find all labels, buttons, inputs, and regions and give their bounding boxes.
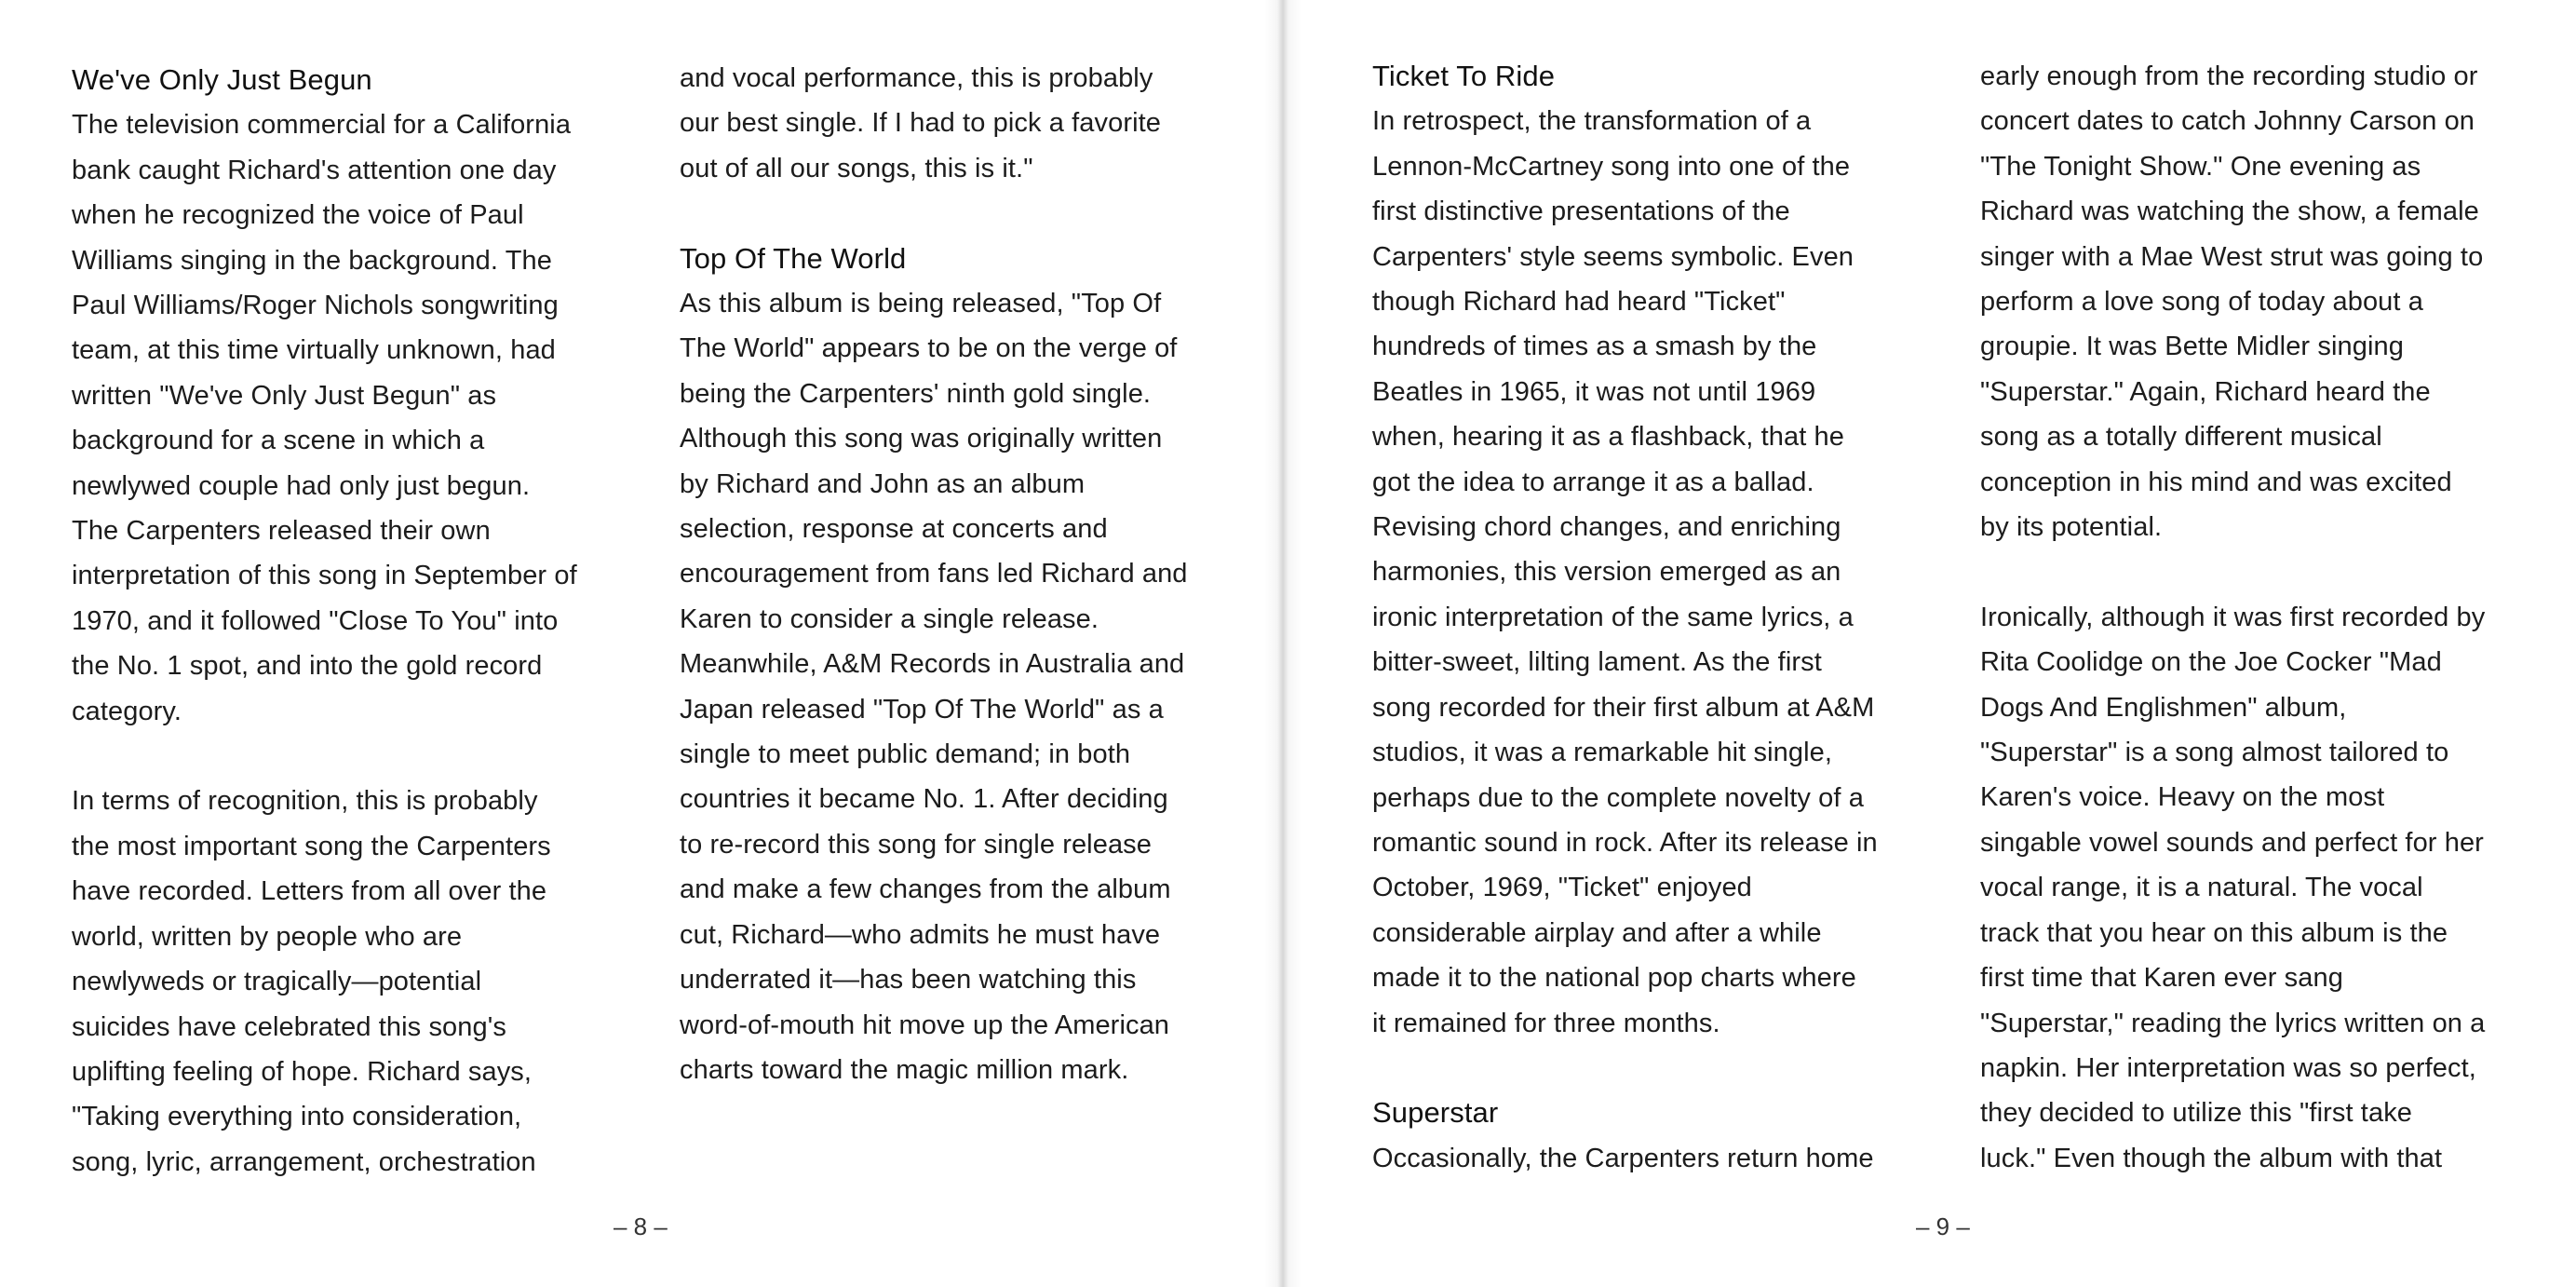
text-line: when he recognized the voice of Paul (72, 200, 524, 231)
text-line: suicides have celebrated this song's (72, 1011, 506, 1042)
text-line: As this album is being released, "Top Of (680, 289, 1162, 319)
text-line: it remained for three months. (1372, 1008, 1720, 1038)
text-line: word-of-mouth hit move up the American (680, 1009, 1170, 1040)
text-line: Occasionally, the Carpenters return home (1372, 1143, 1874, 1173)
text-line: selection, response at concerts and (680, 514, 1108, 545)
section-heading-top-of-the-world: Top Of The World (680, 241, 907, 275)
text-line: first time that Karen ever sang (1980, 963, 2343, 994)
text-line: out of all our songs, this is it." (680, 153, 1033, 183)
text-line: bank caught Richard's attention one day (72, 155, 557, 185)
text-line: In terms of recognition, this is probably (72, 786, 538, 817)
text-line: the No. 1 spot, and into the gold record (72, 651, 543, 682)
right-page-column-1 (1372, 54, 1940, 1181)
text-line: and make a few changes from the album (680, 874, 1171, 905)
text-line: In retrospect, the transformation of a (1372, 106, 1812, 137)
text-line: made it to the national pop charts where (1372, 963, 1856, 994)
left-page-column-1 (72, 58, 640, 1185)
text-line: early enough from the recording studio or (1980, 61, 2478, 91)
text-line: charts toward the magic million mark. (680, 1054, 1129, 1085)
paragraph (1980, 54, 2548, 549)
text-line: Rita Coolidge on the Joe Cocker "Mad (1980, 647, 2442, 678)
text-line: "Superstar." Again, Richard heard the (1980, 376, 2431, 407)
text-line: groupie. It was Bette Midler singing (1980, 332, 2404, 362)
text-line: Meanwhile, A&M Records in Australia and (680, 649, 1185, 680)
section-heading-weve-only-just-begun: We've Only Just Begun (72, 63, 372, 96)
text-line: vocal range, it is a natural. The vocal (1980, 873, 2423, 903)
text-line: napkin. Her interpretation was so perfect, (1980, 1052, 2476, 1083)
text-line: luck." Even though the album with that (1980, 1143, 2443, 1173)
text-line: song, lyric, arrangement, orchestration (72, 1146, 536, 1177)
paragraph (1372, 99, 1940, 1046)
text-line: hundreds of times as a smash by the (1372, 332, 1817, 362)
text-line: team, at this time virtually unknown, had (72, 335, 556, 366)
page-number: – 9 – (1916, 1212, 1970, 1240)
paragraph (72, 102, 640, 734)
text-line: world, written by people who are (72, 921, 463, 952)
text-line: Karen to consider a single release. (680, 603, 1099, 634)
text-line: singer with a Mae West strut was going to (1980, 241, 2484, 272)
text-line: ironic interpretation of the same lyrics, a (1372, 602, 1854, 632)
text-line: "Superstar" is a song almost tailored to (1980, 738, 2449, 768)
paragraph (72, 779, 640, 1185)
text-line: got the idea to arrange it as a ballad. (1372, 467, 1814, 497)
text-line: when, hearing it as a flashback, that he (1372, 422, 1844, 453)
paragraph (1980, 595, 2548, 1181)
text-line: The Carpenters released their own (72, 516, 491, 547)
text-line: by Richard and John as an album (680, 468, 1086, 499)
text-line: 1970, and it followed "Close To You" into (72, 605, 559, 636)
text-line: countries it became No. 1. After deciding (680, 784, 1168, 815)
left-page-column-2 (680, 56, 1248, 1092)
text-line: our best single. If I had to pick a favorite (680, 108, 1162, 139)
text-line: "Taking everything into consideration, (72, 1102, 522, 1132)
text-line: by its potential. (1980, 512, 2163, 543)
text-line: singable vowel sounds and perfect for her (1980, 827, 2484, 858)
text-line: The World" appears to be on the verge of (680, 333, 1178, 364)
text-line: "The Tonight Show." One evening as (1980, 151, 2421, 182)
text-line: single to meet public demand; in both (680, 739, 1131, 770)
paragraph (680, 281, 1248, 1092)
text-line: concert dates to catch Johnny Carson on (1980, 106, 2475, 137)
page-gutter (1264, 0, 1301, 1287)
right-page-column-2 (1980, 54, 2548, 1181)
text-line: studios, it was a remarkable hit single, (1372, 738, 1832, 768)
paragraph (1372, 1136, 1940, 1181)
text-line: Karen's voice. Heavy on the most (1980, 782, 2385, 813)
paragraph (680, 56, 1248, 191)
text-line: and vocal performance, this is probably (680, 63, 1153, 93)
text-line: Williams singing in the background. The (72, 245, 552, 276)
text-line: underrated it—has been watching this (680, 965, 1137, 996)
text-line: Lennon-McCartney song into one of the (1372, 151, 1851, 182)
text-line: Japan released "Top Of The World" as a (680, 694, 1164, 725)
text-line: first distinctive presentations of the (1372, 196, 1790, 227)
text-line: uplifting feeling of hope. Richard says, (72, 1056, 533, 1087)
text-line: interpretation of this song in September of (72, 561, 577, 591)
text-line: Carpenters' style seems symbolic. Even (1372, 241, 1854, 272)
text-line: background for a scene in which a (72, 426, 485, 456)
text-line: harmonies, this version emerged as an (1372, 557, 1841, 588)
text-line: category. (72, 696, 182, 726)
text-line: have recorded. Letters from all over the (72, 876, 547, 907)
text-line: Revising chord changes, and enriching (1372, 512, 1841, 543)
page-number: – 8 – (614, 1212, 668, 1240)
text-line: Ironically, although it was first recorded by (1980, 602, 2486, 632)
text-line: being the Carpenters' ninth gold single. (680, 378, 1152, 409)
text-line: written "We've Only Just Begun" as (72, 380, 497, 411)
text-line: Although this song was originally written (680, 424, 1163, 454)
section-heading-ticket-to-ride: Ticket To Ride (1372, 60, 1556, 92)
text-line: track that you hear on this album is the (1980, 917, 2448, 948)
text-line: Paul Williams/Roger Nichols songwriting (72, 291, 559, 321)
text-line: considerable airplay and after a while (1372, 917, 1822, 948)
text-line: encouragement from fans led Richard and (680, 559, 1188, 589)
text-line: song as a totally different musical (1980, 422, 2382, 453)
text-line: The television commercial for a California (72, 110, 572, 141)
text-line: "Superstar," reading the lyrics written on a (1980, 1008, 2486, 1038)
text-line: Richard was watching the show, a female (1980, 196, 2479, 227)
text-line: cut, Richard—who admits he must have (680, 919, 1161, 950)
text-line: romantic sound in rock. After its release in (1372, 827, 1878, 858)
text-line: the most important song the Carpenters (72, 831, 551, 861)
text-line: song recorded for their first album at A&M (1372, 692, 1875, 723)
section-heading-superstar: Superstar (1372, 1096, 1499, 1130)
text-line: though Richard had heard "Ticket" (1372, 287, 1786, 318)
text-line: they decided to utilize this "first take (1980, 1098, 2413, 1129)
text-line: perhaps due to the complete novelty of a (1372, 782, 1864, 813)
text-line: perform a love song of today about a (1980, 287, 2423, 318)
text-line: newlyweds or tragically—potential (72, 967, 482, 997)
text-line: bitter-sweet, lilting lament. As the first (1372, 647, 1822, 678)
text-line: Beatles in 1965, it was not until 1969 (1372, 376, 1816, 407)
text-line: newlywed couple had only just begun. (72, 470, 531, 501)
text-line: October, 1969, "Ticket" enjoyed (1372, 873, 1752, 903)
text-line: Dogs And Englishmen" album, (1980, 692, 2347, 723)
text-line: conception in his mind and was excited (1980, 467, 2452, 497)
text-line: to re-record this song for single release (680, 829, 1153, 860)
